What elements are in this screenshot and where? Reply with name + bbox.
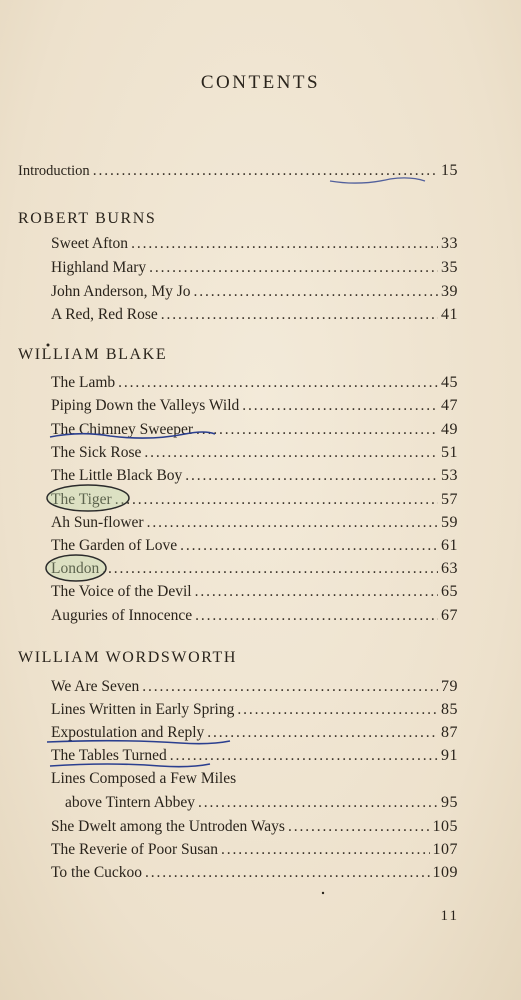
leader-dots [194,281,438,303]
toc-entry-label: To the Cuckoo [51,864,143,881]
toc-entry-introduction [18,160,458,182]
section-heading-wordsworth: WILLIAM WORDSWORTH [18,649,238,666]
toc-entry-label: The Tables Turned [51,747,167,764]
toc-entry-label: The Garden of Love [51,537,178,554]
leader-dots [185,465,438,487]
toc-entry [51,442,458,464]
toc-entry-page: 33 [441,235,458,252]
toc-entry-page: 47 [441,397,458,414]
leader-dots [221,839,429,861]
leader-dots [144,442,438,464]
toc-entry-page: 67 [441,607,458,624]
toc-entry-label: The Voice of the Devil [51,583,192,600]
toc-entry-page: 49 [441,421,458,438]
leader-dots [195,605,438,627]
toc-entry [51,372,458,394]
leader-dots [196,419,438,441]
toc-entry-label: The Sick Rose [51,444,142,461]
toc-entry-page: 51 [441,444,458,461]
leader-dots [288,816,430,838]
leader-dots [195,581,438,603]
toc-entry-page: 107 [432,841,458,858]
toc-entry [51,839,458,861]
leader-dots [149,257,438,279]
toc-entry [51,419,458,441]
toc-entry [51,722,458,744]
toc-entry-page: 45 [441,374,458,391]
toc-entry-label: Highland Mary [51,259,147,276]
toc-entry-page: 39 [441,283,458,300]
toc-entry-page: 91 [441,747,458,764]
toc-entry-page: 95 [441,794,458,811]
toc-entry-page: 85 [441,701,458,718]
toc-entry-page: 15 [441,162,458,179]
toc-entry [51,233,458,255]
toc-entry [51,512,458,534]
toc-entry-first-line [51,768,458,790]
toc-entry-label: Auguries of Innocence [51,607,193,624]
toc-entry-label: She Dwelt among the Untroden Ways [51,818,285,835]
toc-entry [51,395,458,417]
toc-entry [51,281,458,303]
toc-entry [51,745,458,767]
leader-dots [131,233,438,255]
toc-entry-page: 87 [441,724,458,741]
ink-dot-mark [322,892,324,894]
toc-entry-label: Lines Composed a Few Miles [51,770,237,787]
toc-entry [51,558,458,580]
toc-entry [51,699,458,721]
toc-entry-label: above Tintern Abbey [65,794,196,811]
toc-entry-label: Expostulation and Reply [51,724,205,741]
toc-entry [51,465,458,487]
section-heading-blake: WILLIAM BLAKE [18,346,168,363]
toc-entry-label: Introduction [18,163,90,179]
leader-dots [93,160,438,182]
toc-entry-page: 35 [441,259,458,276]
toc-entry-page: 41 [441,306,458,323]
leader-dots [207,722,438,744]
toc-entry-page: 105 [432,818,458,835]
toc-entry-label: John Anderson, My Jo [51,283,191,300]
toc-entry [51,581,458,603]
toc-entry [51,816,458,838]
toc-entry [65,792,458,814]
toc-entry-label: The Lamb [51,374,116,391]
toc-entry-label: Ah Sun-flower [51,514,144,531]
toc-entry-label: Lines Written in Early Spring [51,701,235,718]
toc-entry [51,489,458,511]
toc-entry-label: London [51,560,100,577]
toc-entry-page: 63 [441,560,458,577]
leader-dots [142,676,438,698]
leader-dots [145,862,429,884]
leader-dots [102,558,438,580]
leader-dots [237,699,438,721]
toc-entry-page: 61 [441,537,458,554]
toc-entry-label: The Chimney Sweeper [51,421,194,438]
leader-dots [170,745,438,767]
leader-dots [242,395,438,417]
toc-entry [51,676,458,698]
toc-entry-label: We Are Seven [51,678,140,695]
toc-entry-label: The Little Black Boy [51,467,183,484]
page-title: CONTENTS [200,72,321,93]
section-heading-burns: ROBERT BURNS [18,210,157,227]
toc-entry-page: 57 [441,491,458,508]
toc-entry-label: Piping Down the Valleys Wild [51,397,240,414]
toc-entry [51,862,458,884]
toc-entry [51,535,458,557]
toc-entry [51,605,458,627]
leader-dots [161,304,438,326]
page-folio: 11 [440,908,459,924]
toc-entry-page: 59 [441,514,458,531]
leader-dots [198,792,438,814]
toc-entry [51,257,458,279]
toc-entry-label: Sweet Afton [51,235,129,252]
toc-entry-page: 109 [432,864,458,881]
leader-dots [147,512,438,534]
toc-entry-label: The Reverie of Poor Susan [51,841,219,858]
toc-entry-page: 79 [441,678,458,695]
leader-dots [118,372,438,394]
leader-dots [115,489,438,511]
toc-entry [51,304,458,326]
toc-entry-page: 53 [441,467,458,484]
leader-dots [180,535,438,557]
toc-entry-label: A Red, Red Rose [51,306,158,323]
toc-entry-page: 65 [441,583,458,600]
toc-entry-label: The Tiger [51,491,112,508]
